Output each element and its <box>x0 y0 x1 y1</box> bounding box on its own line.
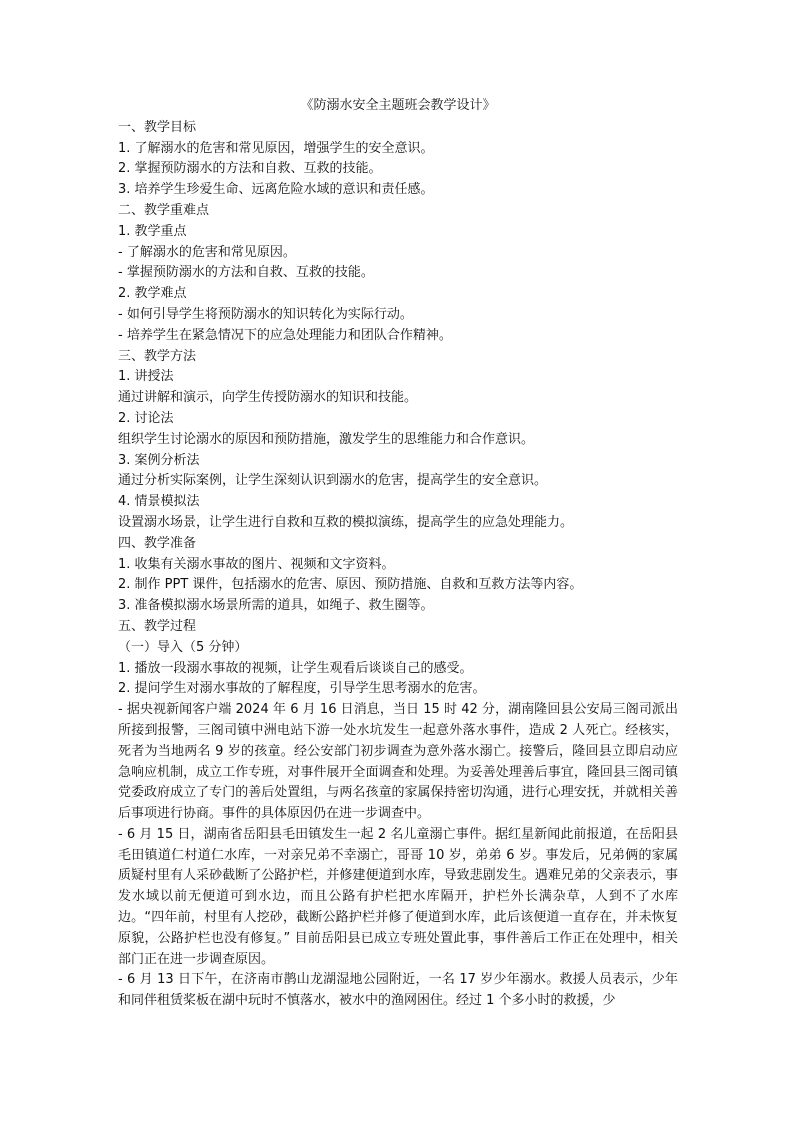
intro-item-2: 2. 提问学生对溺水事故的了解程度，引导学生思考溺水的危害。 <box>118 681 486 697</box>
focus-item-2: - 掌握预防溺水的方法和自救、互救的技能。 <box>118 265 374 281</box>
difficulty-item-1: - 如何引导学生将预防溺水的知识转化为实际行动。 <box>118 306 413 322</box>
heading-objectives: 一、教学目标 <box>118 119 197 135</box>
heading-key-points: 二、教学重难点 <box>118 202 210 218</box>
focus-item-1: - 了解溺水的危害和常见原因。 <box>118 244 296 260</box>
subheading-focus: 1. 教学重点 <box>118 223 187 239</box>
document-page <box>118 96 678 1012</box>
method-case-title: 3. 案例分析法 <box>118 452 200 468</box>
preparation-item-3: 3. 准备模拟溺水场景所需的道具，如绳子、救生圈等。 <box>118 598 434 614</box>
intro-item-1: 1. 播放一段溺水事故的视频，让学生观看后谈谈自己的感受。 <box>118 660 473 676</box>
method-simulation-title: 4. 情景模拟法 <box>118 494 200 510</box>
difficulty-item-2: - 培养学生在紧急情况下的应急处理能力和团队合作精神。 <box>118 327 452 343</box>
preparation-item-1: 1. 收集有关溺水事故的图片、视频和文字资料。 <box>118 556 395 572</box>
heading-process: 五、教学过程 <box>118 618 197 634</box>
subheading-intro: （一）导入（5 分钟） <box>118 639 248 655</box>
method-lecture-text: 通过讲解和演示，向学生传授防溺水的知识和技能。 <box>118 390 418 406</box>
objective-item-1: 1. 了解溺水的危害和常见原因，增强学生的安全意识。 <box>118 140 434 156</box>
method-discussion-title: 2. 讨论法 <box>118 410 174 426</box>
case-paragraph-3: - 6 月 13 日下午，在济南市鹊山龙湖湿地公园附近，一名 17 岁少年溺水。救援人员表示，少年和同伴租赁桨板在湖中玩时不慎落水，被水中的渔网困住。经过 1 个多小时的救援，少 <box>118 972 678 1009</box>
objective-item-3: 3. 培养学生珍爱生命、远离危险水域的意识和责任感。 <box>118 182 434 198</box>
heading-methods: 三、教学方法 <box>118 348 197 364</box>
method-case-text: 通过分析实际案例，让学生深刻认识到溺水的危害，提高学生的安全意识。 <box>118 473 548 489</box>
method-discussion-text: 组织学生讨论溺水的原因和预防措施，激发学生的思维能力和合作意识。 <box>118 431 535 447</box>
subheading-difficulty: 2. 教学难点 <box>118 286 187 302</box>
objective-item-2: 2. 掌握预防溺水的方法和自救、互救的技能。 <box>118 161 382 177</box>
preparation-item-2: 2. 制作 PPT 课件，包括溺水的危害、原因、预防措施、自救和互救方法等内容。 <box>118 577 583 593</box>
case-paragraph-2: - 6 月 15 日，湖南省岳阳县毛田镇发生一起 2 名儿童溺亡事件。据红星新闻此前报道，在岳阳县毛田镇道仁村道仁水库，一对亲兄弟不幸溺亡，哥哥 10 岁，弟弟 6 岁。事发后，兄弟俩的家属质疑村里有人采砂截断了公路护栏，并修建便道到水库，导致悲剧发生。遇难兄弟的父亲表示，事发水域以前无便道可到水边，而且公路有护栏把水库隔开，护栏外长满杂草，人到不了水库边。“四年前，村里有人挖砂，截断公路护栏并修了便道到水库，此后该便道一直存在，并未恢复原貌，公路护栏也没有修复。” 目前岳阳县已成立专班处置此事，事件善后工作正在处理中，相关部门正在进一步调查原因。 <box>118 826 678 967</box>
case-paragraph-1: - 据央视新闻客户端 2024 年 6 月 16 日消息，当日 15 时 42 分，湖南隆回县公安局三阁司派出所接到报警，三阁司镇中洲电站下游一处水坑发生一起意外落水事件，造成 2 人死亡。经核实，死者为当地两名 9 岁的孩童。经公安部门初步调查为意外落水溺亡。接警后，隆回县立即启动应急响应机制，成立工作专班，对事件展开全面调查和处理。为妥善处理善后事宜，隆回县三阁司镇党委政府成立了专门的善后处置组，与两名孩童的家属保持密切沟通，进行心理安抚，并就相关善后事项进行协商。事件的具体原因仍在进一步调查中。 <box>118 702 678 822</box>
heading-preparation: 四、教学准备 <box>118 535 197 551</box>
method-lecture-title: 1. 讲授法 <box>118 369 174 385</box>
document-title: 《防溺水安全主题班会教学设计》 <box>300 98 496 113</box>
method-simulation-text: 设置溺水场景，让学生进行自救和互救的模拟演练，提高学生的应急处理能力。 <box>118 514 574 530</box>
